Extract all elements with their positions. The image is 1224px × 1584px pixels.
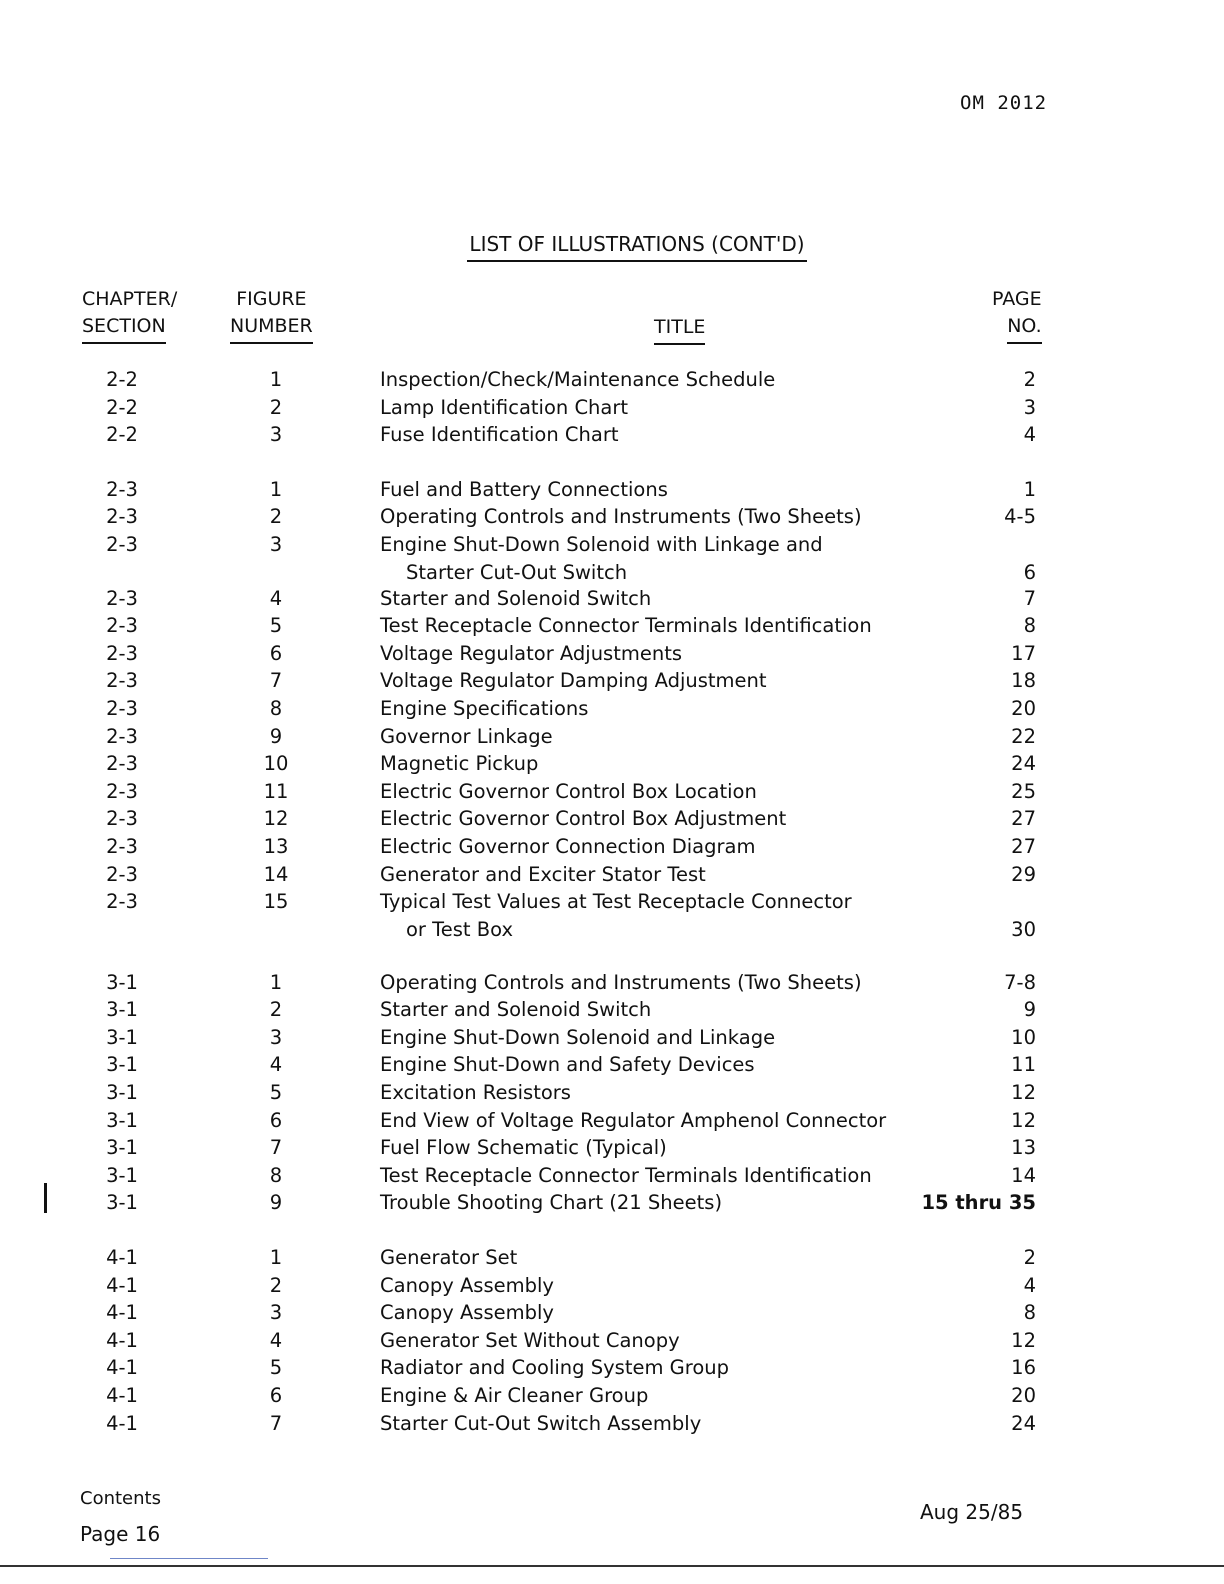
chapter-section: 2-3 (106, 586, 138, 610)
chapter-section: 4-1 (106, 1411, 138, 1435)
figure-number: 7 (269, 669, 283, 693)
figure-number: 13 (263, 834, 289, 858)
group-spacer (0, 451, 1224, 478)
page-number: 9 (1023, 998, 1036, 1022)
group-spacer (0, 944, 1224, 971)
chapter-section: 3-1 (106, 1136, 138, 1160)
illustration-title: Fuse Identification Chart (380, 423, 619, 447)
bottom-divider (0, 1565, 1224, 1567)
chapter-section: 2-3 (106, 641, 138, 665)
illustration-title: Engine Specifications (380, 696, 589, 720)
column-header-page (992, 286, 1042, 344)
list-item (0, 1274, 1224, 1302)
illustration-title: Fuel and Battery Connections (380, 477, 668, 501)
list-item (0, 505, 1224, 533)
illustration-title: Engine Shut-Down Solenoid with Linkage and (380, 532, 823, 556)
chapter-section: 2-3 (106, 862, 138, 886)
list-item (0, 396, 1224, 424)
list-item (0, 1164, 1224, 1192)
page-title-text: LIST OF ILLUSTRATIONS (CONT'D) (467, 232, 806, 262)
illustration-title: Engine Shut-Down Solenoid and Linkage (380, 1025, 776, 1049)
page-number: 2 (1023, 1246, 1036, 1270)
page-number: 12 (1011, 1108, 1036, 1132)
bottom-divider-accent (110, 1558, 268, 1559)
illustration-title: Generator Set Without Canopy (380, 1328, 680, 1352)
illustration-title: Test Receptacle Connector Terminals Identification (380, 1163, 872, 1187)
chapter-section: 2-3 (106, 752, 138, 776)
list-item (0, 863, 1224, 891)
list-item (0, 368, 1224, 396)
figure-number: 3 (269, 532, 283, 556)
list-item (0, 533, 1224, 561)
figure-number: 8 (269, 1163, 283, 1187)
column-header-chapter-line2: SECTION (82, 313, 166, 344)
figure-number: 12 (263, 807, 289, 831)
list-item (0, 1301, 1224, 1329)
chapter-section: 3-1 (106, 1081, 138, 1105)
illustration-title: Generator Set (380, 1246, 518, 1270)
illustration-title: Magnetic Pickup (380, 752, 539, 776)
page-number: 4 (1023, 1273, 1036, 1297)
figure-number: 2 (269, 395, 283, 419)
page-number: 18 (1011, 669, 1036, 693)
page-number: 4-5 (1004, 505, 1036, 529)
figure-number: 14 (263, 862, 289, 886)
illustration-title: Typical Test Values at Test Receptacle Connector (380, 890, 852, 914)
list-item (0, 642, 1224, 670)
page-number: 10 (1011, 1025, 1036, 1049)
figure-number: 5 (269, 1081, 283, 1105)
page-number: 3 (1023, 395, 1036, 419)
list-item (0, 669, 1224, 697)
footer-contents: Contents (80, 1488, 161, 1509)
chapter-section: 2-3 (106, 669, 138, 693)
list-item (0, 1109, 1224, 1137)
illustration-title-continued: Starter Cut-Out Switch (406, 560, 628, 584)
chapter-section: 2-3 (106, 724, 138, 748)
list-item-continuation (0, 918, 1224, 944)
figure-number: 9 (269, 1191, 283, 1215)
chapter-section: 2-3 (106, 614, 138, 638)
list-item (0, 1026, 1224, 1054)
figure-number: 3 (269, 1301, 283, 1325)
page-number: 22 (1011, 724, 1036, 748)
list-item (0, 478, 1224, 506)
illustration-title: Inspection/Check/Maintenance Schedule (380, 368, 776, 391)
figure-number: 15 (263, 890, 289, 914)
list-item (0, 1356, 1224, 1384)
column-header-page-line2: NO. (1007, 313, 1041, 344)
column-header-figure-line2: NUMBER (230, 313, 313, 344)
chapter-section: 4-1 (106, 1328, 138, 1352)
page-number: 11 (1011, 1053, 1036, 1077)
figure-number: 1 (269, 368, 283, 391)
chapter-section: 2-2 (106, 395, 138, 419)
page-number: 15 thru 35 (921, 1191, 1036, 1215)
figure-number: 4 (269, 1328, 283, 1352)
page-number: 16 (1011, 1356, 1036, 1380)
chapter-section: 3-1 (106, 1025, 138, 1049)
illustration-title: Generator and Exciter Stator Test (380, 862, 706, 886)
page-number: 8 (1023, 1301, 1036, 1325)
illustration-title: Starter and Solenoid Switch (380, 586, 652, 610)
list-item (0, 1329, 1224, 1357)
chapter-section: 3-1 (106, 1053, 138, 1077)
page-title (0, 232, 1224, 256)
chapter-section: 2-3 (106, 696, 138, 720)
page-number: 27 (1011, 834, 1036, 858)
list-item (0, 1081, 1224, 1109)
chapter-section: 4-1 (106, 1273, 138, 1297)
figure-number: 3 (269, 423, 283, 447)
chapter-section: 2-3 (106, 532, 138, 556)
list-item (0, 1136, 1224, 1164)
list-item (0, 780, 1224, 808)
figure-number: 3 (269, 1025, 283, 1049)
illustration-title: Engine & Air Cleaner Group (380, 1384, 649, 1407)
figure-number: 7 (269, 1136, 283, 1160)
figure-number: 7 (269, 1411, 283, 1435)
illustration-title: Fuel Flow Schematic (Typical) (380, 1136, 667, 1160)
illustration-title: Electric Governor Control Box Adjustment (380, 807, 787, 831)
list-item (0, 807, 1224, 835)
figure-number: 9 (269, 724, 283, 748)
list-item (0, 890, 1224, 918)
list-item (0, 752, 1224, 780)
figure-number: 1 (269, 477, 283, 501)
page-number: 1 (1023, 477, 1036, 501)
list-item (0, 587, 1224, 615)
column-header-page-line1: PAGE (992, 288, 1042, 310)
figure-number: 6 (269, 641, 283, 665)
illustration-title: Voltage Regulator Damping Adjustment (380, 669, 767, 693)
page-number: 13 (1011, 1136, 1036, 1160)
chapter-section: 4-1 (106, 1356, 138, 1380)
illustration-title: Excitation Resistors (380, 1081, 571, 1105)
page-number: 12 (1011, 1328, 1036, 1352)
chapter-section: 4-1 (106, 1384, 138, 1407)
page-number: 24 (1011, 752, 1036, 776)
page-number: 8 (1023, 614, 1036, 638)
page-number: 20 (1011, 1384, 1036, 1407)
illustration-title: Starter Cut-Out Switch Assembly (380, 1411, 702, 1435)
figure-number: 4 (269, 1053, 283, 1077)
list-item (0, 1191, 1224, 1219)
footer-date: Aug 25/85 (920, 1500, 1024, 1524)
page-number: 24 (1011, 1411, 1036, 1435)
chapter-section: 2-2 (106, 423, 138, 447)
illustration-title: Governor Linkage (380, 724, 553, 748)
figure-number: 2 (269, 1273, 283, 1297)
list-item (0, 835, 1224, 863)
figure-number: 5 (269, 1356, 283, 1380)
list-item (0, 697, 1224, 725)
page-number: 29 (1011, 862, 1036, 886)
column-header-title (654, 314, 705, 345)
page-number: 20 (1011, 696, 1036, 720)
figure-number: 1 (269, 1246, 283, 1270)
chapter-section: 3-1 (106, 1163, 138, 1187)
page-number: 12 (1011, 1081, 1036, 1105)
illustration-title: Starter and Solenoid Switch (380, 998, 652, 1022)
chapter-section: 3-1 (106, 998, 138, 1022)
column-header-figure-line1: FIGURE (236, 288, 307, 310)
column-header-chapter-line1: CHAPTER/ (82, 288, 178, 310)
illustration-title: End View of Voltage Regulator Amphenol Connector (380, 1108, 887, 1132)
page-number: 27 (1011, 807, 1036, 831)
illustration-title: Trouble Shooting Chart (21 Sheets) (380, 1191, 723, 1215)
illustration-title: Engine Shut-Down and Safety Devices (380, 1053, 755, 1077)
figure-number: 5 (269, 614, 283, 638)
chapter-section: 2-2 (106, 368, 138, 391)
illustration-title: Canopy Assembly (380, 1301, 554, 1325)
list-item (0, 971, 1224, 999)
figure-number: 2 (269, 505, 283, 529)
page-number: 25 (1011, 779, 1036, 803)
illustration-title: Lamp Identification Chart (380, 395, 629, 419)
figure-number: 6 (269, 1108, 283, 1132)
list-item (0, 614, 1224, 642)
chapter-section: 2-3 (106, 477, 138, 501)
chapter-section: 2-3 (106, 890, 138, 914)
list-item (0, 1053, 1224, 1081)
document-number: OM 2012 (960, 92, 1048, 114)
page-number: 6 (1023, 560, 1036, 584)
illustration-title: Canopy Assembly (380, 1273, 554, 1297)
chapter-section: 3-1 (106, 970, 138, 994)
illustration-title: Voltage Regulator Adjustments (380, 641, 683, 665)
illustration-title: Test Receptacle Connector Terminals Identification (380, 614, 872, 638)
change-bar (44, 1183, 47, 1213)
illustration-title: Radiator and Cooling System Group (380, 1356, 730, 1380)
figure-number: 1 (269, 970, 283, 994)
chapter-section: 3-1 (106, 1108, 138, 1132)
page-number: 30 (1011, 917, 1036, 941)
figure-number: 2 (269, 998, 283, 1022)
illustration-title: Electric Governor Connection Diagram (380, 834, 756, 858)
page-number: 4 (1023, 423, 1036, 447)
list-item-continuation (0, 561, 1224, 587)
list-item (0, 725, 1224, 753)
illustrations-list (0, 368, 1224, 1439)
illustration-title-continued: or Test Box (406, 917, 513, 941)
group-spacer (0, 1219, 1224, 1246)
footer-page-number: Page 16 (80, 1522, 161, 1546)
column-header-title-text: TITLE (654, 314, 705, 345)
page-number: 7 (1023, 586, 1036, 610)
figure-number: 10 (263, 752, 289, 776)
page-number: 7-8 (1004, 970, 1036, 994)
figure-number: 11 (263, 779, 289, 803)
figure-number: 8 (269, 696, 283, 720)
list-item (0, 998, 1224, 1026)
illustration-title: Operating Controls and Instruments (Two Sheets) (380, 505, 862, 529)
column-header-chapter (82, 286, 177, 344)
page-number: 17 (1011, 641, 1036, 665)
page-number: 2 (1023, 368, 1036, 391)
column-header-figure (230, 286, 313, 344)
chapter-section: 2-3 (106, 834, 138, 858)
figure-number: 4 (269, 586, 283, 610)
chapter-section: 2-3 (106, 807, 138, 831)
chapter-section: 4-1 (106, 1301, 138, 1325)
list-item (0, 1384, 1224, 1412)
list-item (0, 1412, 1224, 1440)
list-item (0, 423, 1224, 451)
illustration-title: Operating Controls and Instruments (Two Sheets) (380, 970, 862, 994)
chapter-section: 2-3 (106, 505, 138, 529)
figure-number: 6 (269, 1384, 283, 1407)
page-number: 14 (1011, 1163, 1036, 1187)
list-item (0, 1246, 1224, 1274)
illustration-title: Electric Governor Control Box Location (380, 779, 757, 803)
chapter-section: 4-1 (106, 1246, 138, 1270)
chapter-section: 2-3 (106, 779, 138, 803)
chapter-section: 3-1 (106, 1191, 138, 1215)
